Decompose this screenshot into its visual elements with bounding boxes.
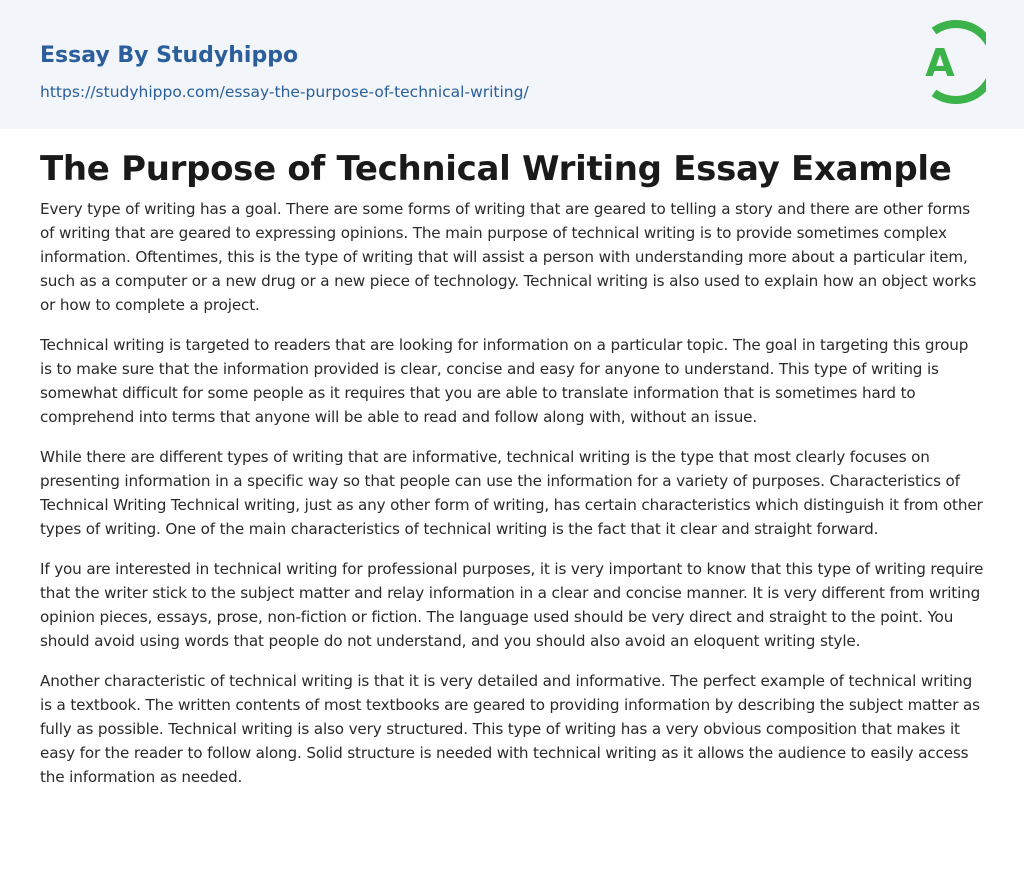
page-title: The Purpose of Technical Writing Essay Example	[40, 149, 952, 189]
paragraph: While there are different types of writing that are informative, technical writing is the type that most clearly focuses on presenting information in a specific way so that people can use the information for a variety of purposes. Characteristics of Technical Writing Technical writing, just as any other form of writing, has certain characteristics which distinguish it from other types of writing. One of the main characteristics of technical writing is the fact that it clear and straight forward.	[40, 448, 983, 538]
essay-url-link[interactable]: https://studyhippo.com/essay-the-purpose-of-technical-writing/	[40, 83, 529, 101]
site-header	[0, 0, 1024, 129]
article	[0, 129, 1024, 789]
site-brand[interactable]: Essay By Studyhippo	[40, 43, 299, 68]
paragraph: Every type of writing has a goal. There are some forms of writing that are geared to telling a story and there are other forms of writing that are geared to expressing opinions. The main purpose of technical writing is to provide sometimes complex information. Oftentimes, this is the type of writing that will assist a person with understanding more about a particular item, such as a computer or a new drug or a new piece of technology. Technical writing is also used to explain how an object works or how to complete a project.	[40, 200, 977, 314]
studyhippo-logo-icon[interactable]	[914, 18, 986, 106]
paragraph: Another characteristic of technical writing is that it is very detailed and informative. The perfect example of technical writing is a textbook. The written contents of most textbooks are geared to providing information by describing the subject matter as fully as possible. Technical writing is also very structured. This type of writing has a very obvious composition that makes it easy for the reader to follow along. Solid structure is needed with technical writing as it allows the audience to easily access the information as needed.	[40, 672, 980, 786]
logo-letter: A	[925, 41, 955, 85]
paragraph: Technical writing is targeted to readers that are looking for information on a particular topic. The goal in targeting this group is to make sure that the information provided is clear, concise and easy for anyone to understand. This type of writing is somewhat difficult for some people as it requires that you are able to translate information that is sometimes hard to comprehend into terms that anyone will be able to read and follow along with, without an issue.	[40, 336, 969, 426]
paragraph: If you are interested in technical writing for professional purposes, it is very important to know that this type of writing require that the writer stick to the subject matter and relay information in a clear and concise manner. It is very different from writing opinion pieces, essays, prose, non-fiction or fiction. The language used should be very direct and straight to the point. You should avoid using words that people do not understand, and you should also avoid an eloquent writing style.	[40, 560, 984, 650]
